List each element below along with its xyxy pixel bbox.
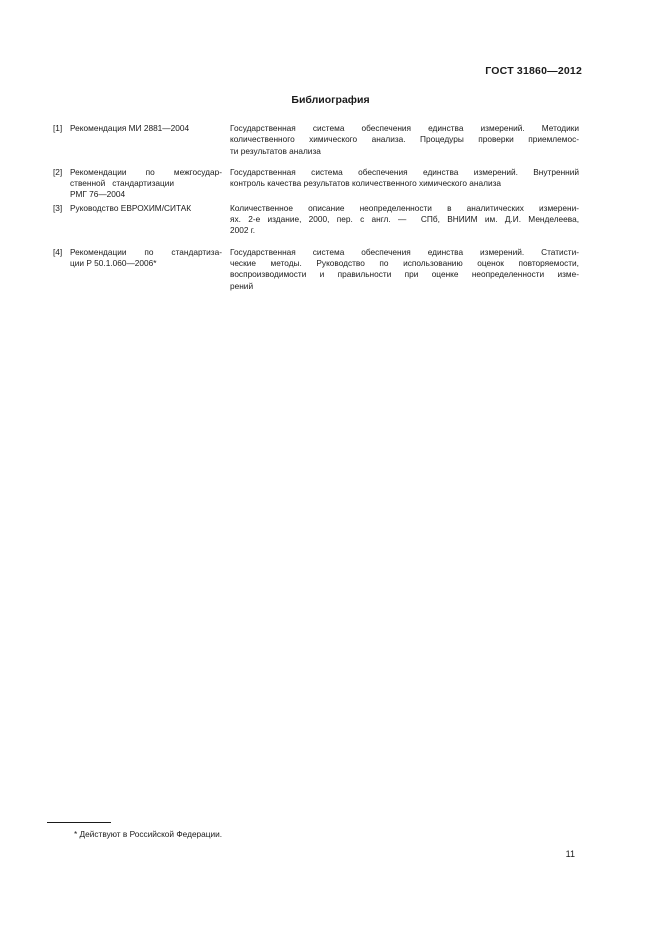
reference-line: ции Р 50.1.060—2006* [70, 257, 157, 268]
description-line: 2002 г. [230, 225, 256, 236]
entry-reference [70, 247, 230, 292]
description-line: Государственная система обеспечения единства измерений. Методики [230, 123, 579, 133]
reference-line: ственной стандартизации [70, 178, 175, 189]
entry-reference [70, 203, 230, 237]
reference-line: РМГ 76—2004 [70, 189, 126, 200]
entry-number: [3] [53, 202, 63, 213]
description-line: ти результатов анализа [230, 145, 321, 156]
section-title: Библиография [291, 94, 370, 106]
entry-reference [70, 167, 230, 201]
footnote-divider [47, 822, 111, 823]
description-line: ях. 2-е издание, 2000, пер. с англ. — СПб, ВНИИМ им. Д.И. Менделеева, [230, 214, 579, 225]
description-line: контроль качества результатов количественного химического анализа [230, 178, 502, 189]
description-line: Количественное описание неопределенности в аналитических измерени- [230, 202, 579, 213]
bibliography-entry [53, 203, 579, 237]
entry-number: [1] [53, 123, 63, 133]
description-line: Государственная система обеспечения единства измерений. Статисти- [230, 246, 579, 257]
description-line: количественного химического анализа. Процедуры проверки приемлемос- [230, 134, 579, 145]
description-line: воспроизводимости и правильности при оценке неопределенности изме- [230, 269, 579, 280]
bibliography-entry [53, 123, 579, 157]
page-number: 11 [565, 849, 575, 859]
description-line: рений [230, 280, 254, 291]
entry-reference [70, 123, 230, 157]
reference-line: Рекомендации по стандартиза- [70, 246, 222, 257]
reference-line: Руководство ЕВРОХИМ/СИТАК [70, 202, 192, 213]
entry-description [230, 123, 579, 157]
entry-description [230, 203, 579, 237]
entry-number: [2] [53, 166, 63, 177]
bibliography-entry [53, 247, 579, 292]
reference-line: Рекомендации по межгосудар- [70, 166, 222, 177]
reference-line: Рекомендация МИ 2881—2004 [70, 123, 190, 133]
description-line: ческие методы. Руководство по использованию оценок повторяемости, [230, 257, 579, 268]
entry-description [230, 167, 579, 201]
bibliography-entry [53, 167, 579, 201]
footnote: * Действуют в Российской Федерации. [74, 829, 223, 839]
entry-number: [4] [53, 246, 63, 257]
document-code: ГОСТ 31860—2012 [485, 65, 582, 77]
description-line: Государственная система обеспечения единства измерений. Внутренний [230, 166, 579, 177]
entry-description [230, 247, 579, 292]
bibliography-list [53, 123, 579, 294]
